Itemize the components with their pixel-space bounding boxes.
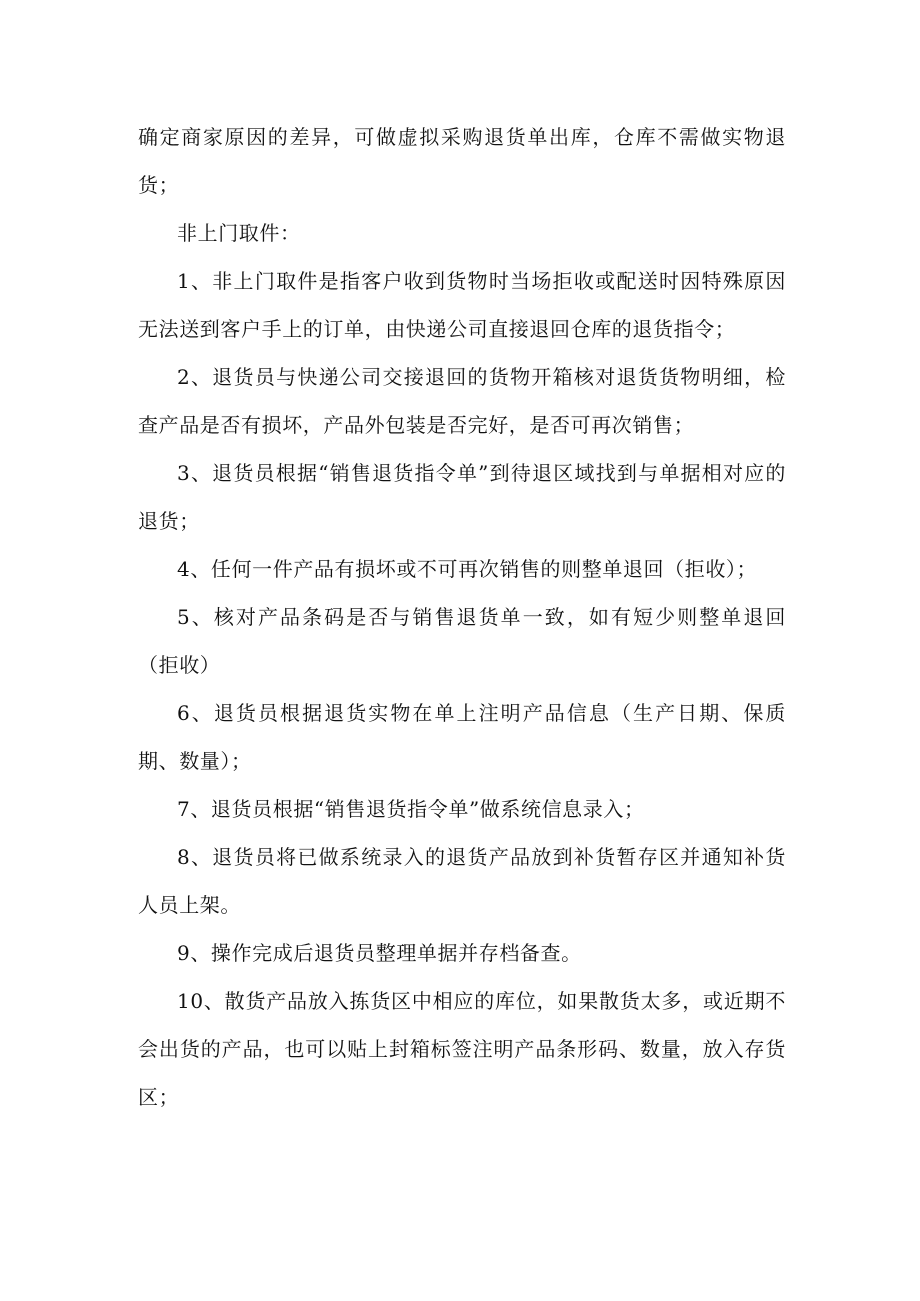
section-heading-non-pickup: 非上门取件： — [177, 221, 301, 245]
paragraph-step-5: 5、核对产品条码是否与销售退货单一致，如有短少则整单退回（拒收） — [138, 605, 786, 677]
paragraph-step-7: 7、退货员根据“销售退货指令单”做系统信息录入； — [177, 797, 645, 821]
paragraph-step-2: 2、退货员与快递公司交接退回的货物开箱核对退货货物明细，检查产品是否有损坏，产品外包装是否完好，是否可再次销售； — [138, 365, 786, 437]
paragraph-step-3: 3、退货员根据“销售退货指令单”到待退区域找到与单据相对应的退货； — [138, 461, 786, 533]
paragraph-step-4: 4、任何一件产品有损坏或不可再次销售的则整单退回（拒收）； — [177, 557, 758, 581]
paragraph-continuation: 确定商家原因的差异，可做虚拟采购退货单出库，仓库不需做实物退货； — [138, 125, 786, 197]
paragraph-step-10: 10、散货产品放入拣货区中相应的库位，如果散货太多，或近期不会出货的产品，也可以贴上封箱标签注明产品条形码、数量，放入存货区； — [138, 989, 786, 1109]
paragraph-step-6: 6、退货员根据退货实物在单上注明产品信息（生产日期、保质期、数量）； — [138, 701, 786, 773]
paragraph-step-9: 9、操作完成后退货员整理单据并存档备查。 — [177, 941, 582, 965]
paragraph-step-8: 8、退货员将已做系统录入的退货产品放到补货暂存区并通知补货人员上架。 — [138, 845, 786, 917]
paragraph-step-1: 1、非上门取件是指客户收到货物时当场拒收或配送时因特殊原因无法送到客户手上的订单，由快递公司直接退回仓库的退货指令； — [138, 269, 786, 341]
document-body — [138, 113, 786, 1121]
